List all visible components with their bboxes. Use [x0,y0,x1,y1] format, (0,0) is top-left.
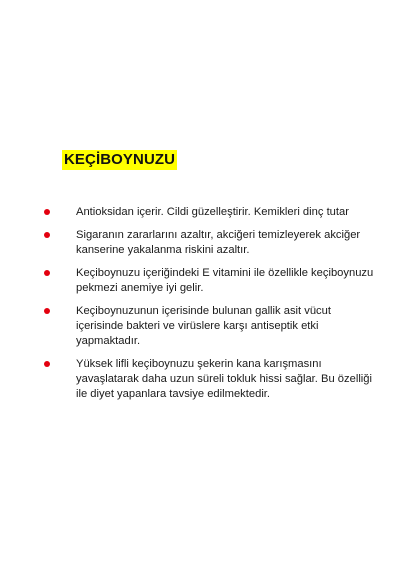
list-item-text: Sigaranın zararlarını azaltır, akciğeri temizleyerek akciğer kanserine yakalanma riskini azaltır. [76,229,361,256]
bullet-dot-icon [44,270,50,276]
list-item [40,357,380,402]
bullet-dot-icon [44,209,50,215]
bullet-dot-icon [44,232,50,238]
list-item-text: Antioksidan içerir. Cildi güzelleştirir. Kemikleri dinç tutar [76,206,349,218]
bullet-dot-icon [44,361,50,367]
list-item [40,205,380,220]
bullet-dot-icon [44,308,50,314]
list-item-text: Keçiboynuzunun içerisinde bulunan gallik asit vücut içerisinde bakteri ve virüslere karşı antiseptik etki yapmaktadır. [76,305,331,347]
bullet-list [40,205,380,410]
page-title: KEÇİBOYNUZU [64,151,176,168]
title-container [62,150,177,170]
list-item [40,266,380,296]
list-item-text: Yüksek lifli keçiboynuzu şekerin kana karışmasını yavaşlatarak daha uzun süreli tokluk hissi sağlar. Bu özelliği ile diyet yapanlara tavsiye edilmektedir. [76,358,373,400]
list-item-text: Keçiboynuzu içeriğindeki E vitamini ile özellikle keçiboynuzu pekmezi anemiye iyi gelir. [76,267,374,294]
list-item [40,228,380,258]
list-item [40,304,380,349]
